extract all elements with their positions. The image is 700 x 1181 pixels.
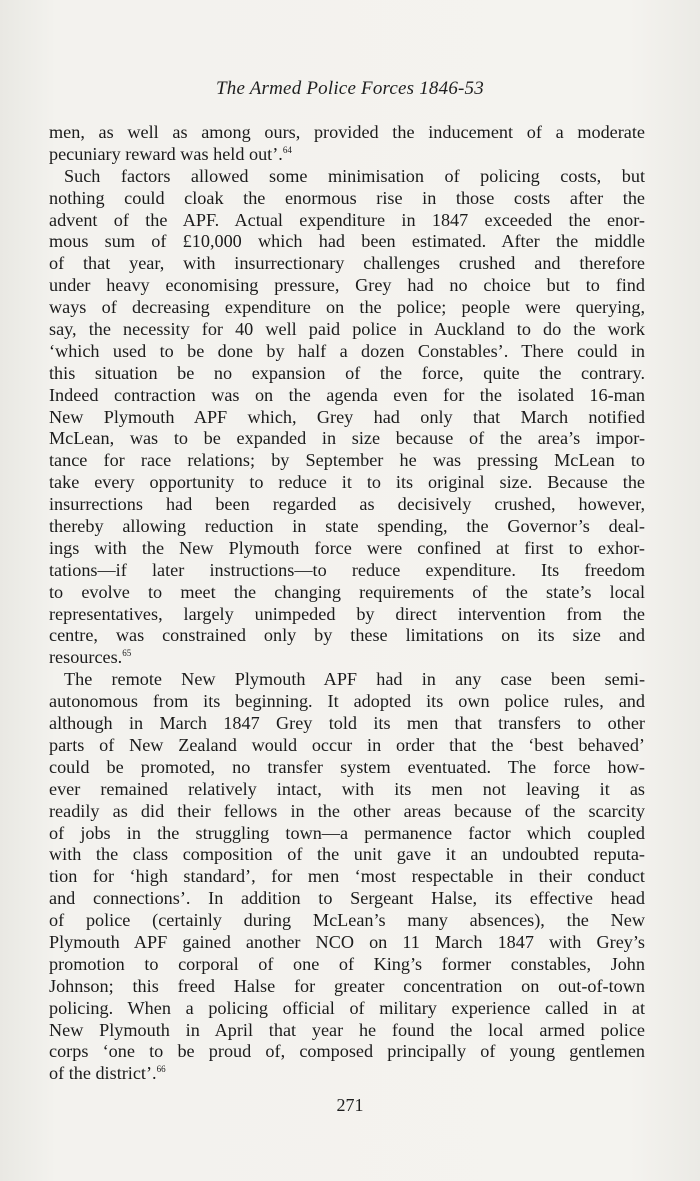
paragraph xyxy=(49,669,645,1085)
line-text: of the district’. xyxy=(49,1063,157,1084)
paragraph xyxy=(49,166,645,669)
text-line xyxy=(49,538,645,560)
line-text: this situation be no expansion of the force, quite the contrary. xyxy=(49,362,645,383)
line-text: The remote New Plymouth APF had in any case been semi- xyxy=(64,669,645,690)
text-line xyxy=(49,932,645,954)
text-line xyxy=(49,801,645,823)
text-line xyxy=(49,210,645,232)
line-text: insurrections had been regarded as decisively crushed, however, xyxy=(49,494,645,515)
line-text: representatives, largely unimpeded by direct intervention from the xyxy=(49,603,645,624)
text-line xyxy=(49,888,645,910)
text-line xyxy=(49,516,645,538)
line-text: ever remained relatively intact, with its men not leaving it as xyxy=(49,778,645,799)
paragraph xyxy=(49,122,645,166)
line-text: autonomous from its beginning. It adopted its own police rules, and xyxy=(49,691,645,712)
line-text: take every opportunity to reduce it to its original size. Because the xyxy=(49,472,645,493)
line-text: advent of the APF. Actual expenditure in 1847 exceeded the enor- xyxy=(49,209,645,230)
footnote-marker[interactable]: 64 xyxy=(282,144,292,155)
footnote-marker[interactable]: 65 xyxy=(122,648,132,659)
line-text: pecuniary reward was held out’. xyxy=(49,143,283,164)
text-line xyxy=(49,363,645,385)
line-text: nothing could cloak the enormous rise in those costs after the xyxy=(49,187,645,208)
text-line xyxy=(49,604,645,626)
line-text: parts of New Zealand would occur in order that the ‘best behaved’ xyxy=(49,734,645,755)
line-text: tion for ‘high standard’, for men ‘most respectable in their conduct xyxy=(49,866,645,887)
text-line xyxy=(49,122,645,144)
line-text: ings with the New Plymouth force were confined at first to exhor- xyxy=(49,537,645,558)
line-text: tations—if later instructions—to reduce expenditure. Its freedom xyxy=(49,559,645,580)
line-text: although in March 1847 Grey told its men that transfers to other xyxy=(49,713,645,734)
text-line xyxy=(49,428,645,450)
text-line xyxy=(49,647,645,669)
text-line xyxy=(49,976,645,998)
text-line xyxy=(49,450,645,472)
text-line xyxy=(49,779,645,801)
line-text: centre, was constrained only by these limitations on its size and xyxy=(49,625,645,646)
text-line xyxy=(49,297,645,319)
text-line xyxy=(49,735,645,757)
text-line xyxy=(49,385,645,407)
running-head: The Armed Police Forces 1846-53 xyxy=(216,78,484,99)
text-line xyxy=(49,472,645,494)
text-line xyxy=(49,954,645,976)
text-line xyxy=(49,231,645,253)
text-line xyxy=(49,713,645,735)
line-text: New Plymouth in April that year he found the local armed police xyxy=(49,1019,645,1040)
text-line xyxy=(49,341,645,363)
text-line xyxy=(49,998,645,1020)
line-text: thereby allowing reduction in state spending, the Governor’s deal- xyxy=(49,516,645,537)
line-text: resources. xyxy=(49,647,123,668)
line-text: of jobs in the struggling town—a permanence factor which coupled xyxy=(49,822,645,843)
page-number: 271 xyxy=(336,1095,364,1115)
line-text: under heavy economising pressure, Grey had no choice but to find xyxy=(49,275,645,296)
text-line xyxy=(49,253,645,275)
text-line xyxy=(49,1020,645,1042)
body-text xyxy=(49,122,645,1085)
text-line xyxy=(49,866,645,888)
text-line xyxy=(49,691,645,713)
line-text: readily as did their fellows in the other areas because of the scarcity xyxy=(49,800,645,821)
text-line xyxy=(49,582,645,604)
text-line xyxy=(49,625,645,647)
line-text: Indeed contraction was on the agenda even for the isolated 16-man xyxy=(49,384,645,405)
line-text: Such factors allowed some minimisation of policing costs, but xyxy=(64,165,645,186)
line-text: men, as well as among ours, provided the inducement of a moderate xyxy=(49,122,645,142)
text-line xyxy=(49,166,645,188)
text-line xyxy=(49,188,645,210)
line-text: New Plymouth APF which, Grey had only that March notified xyxy=(49,406,645,427)
line-text: with the class composition of the unit gave it an undoubted reputa- xyxy=(49,844,645,865)
text-line xyxy=(49,275,645,297)
line-text: ways of decreasing expenditure on the police; people were querying, xyxy=(49,297,645,318)
text-line xyxy=(49,144,645,166)
line-text: mous sum of £10,000 which had been estimated. After the middle xyxy=(49,231,645,252)
text-line xyxy=(49,407,645,429)
line-text: of that year, with insurrectionary challenges crushed and therefore xyxy=(49,253,645,274)
line-text: to evolve to meet the changing requirements of the state’s local xyxy=(49,581,645,602)
text-line xyxy=(49,669,645,691)
line-text: McLean, was to be expanded in size because of the area’s impor- xyxy=(49,428,645,449)
text-line xyxy=(49,844,645,866)
line-text: could be promoted, no transfer system eventuated. The force how- xyxy=(49,756,645,777)
line-text: tance for race relations; by September he was pressing McLean to xyxy=(49,450,645,471)
line-text: Johnson; this freed Halse for greater concentration on out-of-town xyxy=(49,975,645,996)
line-text: say, the necessity for 40 well paid police in Auckland to do the work xyxy=(49,319,645,340)
text-line xyxy=(49,1063,645,1085)
line-text: of police (certainly during McLean’s many absences), the New xyxy=(49,910,645,931)
text-line xyxy=(49,560,645,582)
line-text: and connections’. In addition to Sergeant Halse, its effective head xyxy=(49,888,645,909)
text-line xyxy=(49,757,645,779)
line-text: promotion to corporal of one of King’s former constables, John xyxy=(49,953,645,974)
footnote-marker[interactable]: 66 xyxy=(156,1064,166,1075)
text-line xyxy=(49,494,645,516)
text-line xyxy=(49,1041,645,1063)
line-text: corps ‘one to be proud of, composed principally of young gentlemen xyxy=(49,1041,645,1062)
text-line xyxy=(49,823,645,845)
line-text: ‘which used to be done by half a dozen Constables’. There could in xyxy=(49,340,645,361)
line-text: Plymouth APF gained another NCO on 11 March 1847 with Grey’s xyxy=(49,931,645,952)
text-line xyxy=(49,319,645,341)
line-text: policing. When a policing official of military experience called in at xyxy=(49,997,645,1018)
text-line xyxy=(49,910,645,932)
